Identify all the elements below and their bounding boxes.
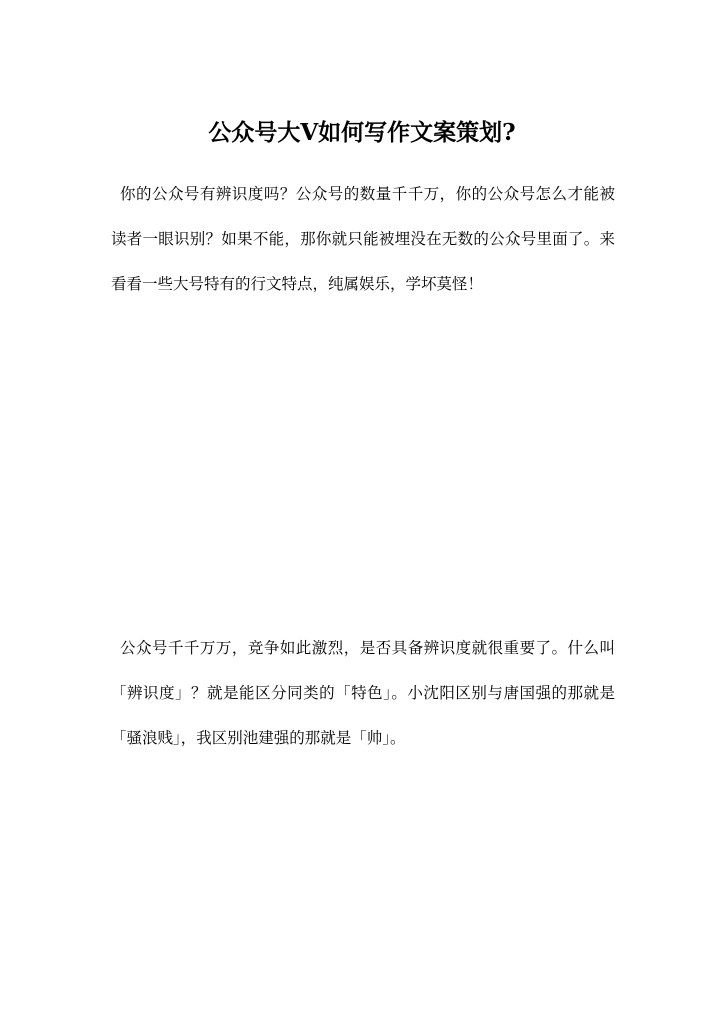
document-title: 公众号大V如何写作文案策划? <box>208 119 516 147</box>
paragraph-intro: 你的公众号有辨识度吗？公众号的数量千千万，你的公众号怎么才能被读者一眼识别？如果不能，那你就只能被埋没在无数的公众号里面了。来看看一些大号特有的行文特点，纯属娱乐，学坏莫怪！ <box>111 185 615 293</box>
paragraph-distinctiveness: 公众号千千万万，竞争如此激烈，是否具备辨识度就很重要了。什么叫「辨识度」？就是能区分同类的「特色」。小沈阳区别与唐国强的那就是「骚浪贱」，我区别池建强的那就是「帅」。 <box>111 639 615 747</box>
